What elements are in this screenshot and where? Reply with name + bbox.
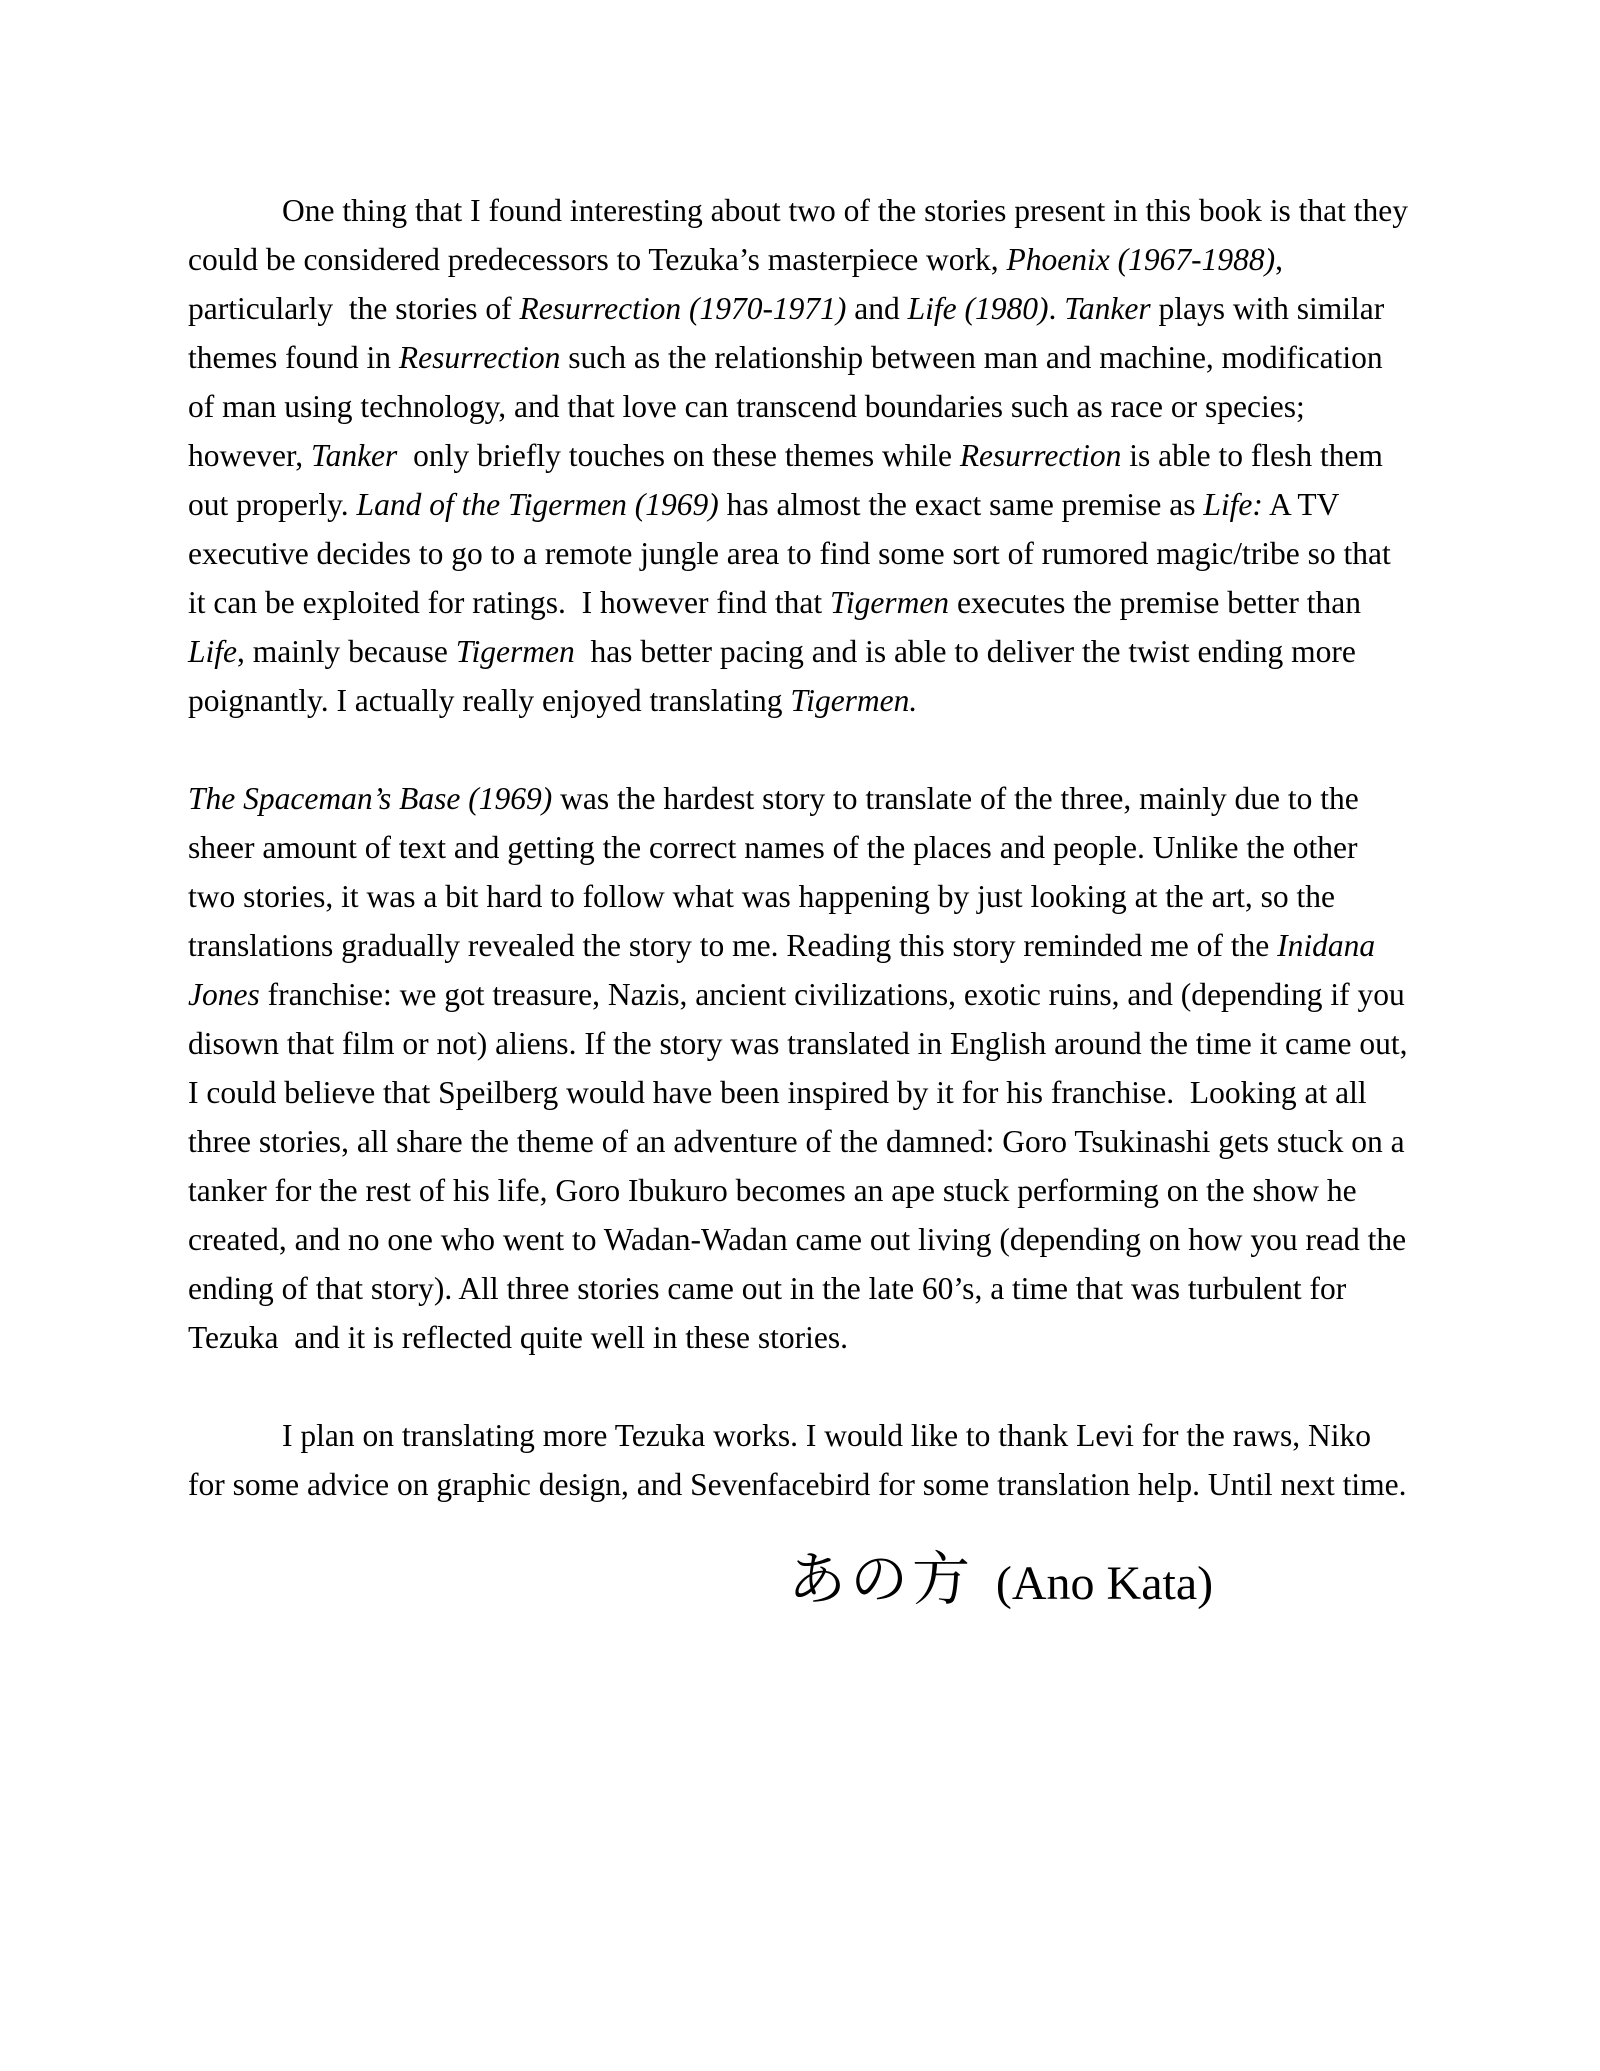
italic-text-run: Land of the Tigermen (1969) <box>356 487 719 522</box>
text-run: was the hardest story to translate of the three, mainly due to the sheer amount of text and getting the correct names of the places and people. Unlike the other two stories, it was a bit hard to follow what was happening by just looking at the art, so the translations gradually revealed the story to me. Reading this story reminded me of the <box>188 781 1367 963</box>
signature-romanized-name: (Ano Kata) <box>995 1557 1214 1610</box>
italic-text-run: Life: <box>1203 487 1263 522</box>
italic-text-run: Resurrection <box>398 340 561 375</box>
text-run: executes the premise better than <box>949 585 1369 620</box>
paragraph-phoenix-comparison <box>188 186 1416 725</box>
italic-text-run: Phoenix (1967-1988) <box>1006 242 1276 277</box>
italic-text-run: Tanker <box>310 438 398 473</box>
text-run: , particularly the stories of <box>188 242 1291 326</box>
signature-japanese-name: あの方 <box>788 1545 975 1613</box>
text-run: plays with similar themes found in <box>188 291 1393 375</box>
text-run: has better pacing and is able to deliver the twist ending more poignantly. I actually really enjoyed translating <box>188 634 1364 718</box>
italic-text-run: Inidana Jones <box>188 928 1383 1012</box>
text-run: is able to flesh them out properly. <box>188 438 1391 522</box>
italic-text-run: Resurrection (1970-1971) <box>519 291 847 326</box>
italic-text-run: Tigermen. <box>790 683 918 718</box>
text-run: , mainly because <box>237 634 456 669</box>
text-run: One thing that I found interesting about two of the stories present in this book is that they could be considered predecessors to Tezuka’s masterpiece work, <box>188 193 1416 277</box>
italic-text-run: Resurrection <box>959 438 1122 473</box>
text-run: only briefly touches on these themes while <box>397 438 960 473</box>
signature-line <box>788 1546 1412 1613</box>
paragraph-spacemans-base <box>188 774 1416 1362</box>
italic-text-run: The Spaceman’s Base (1969) <box>188 781 553 816</box>
italic-text-run: Life (1980) <box>907 291 1049 326</box>
paragraph-closing-thanks <box>188 1411 1412 1509</box>
italic-text-run: Tigermen <box>455 634 575 669</box>
text-run: I plan on translating more Tezuka works. I would like to thank Levi for the raws, Niko for some advice on graphic design, and Sevenfacebird for some translation help. Until next time. <box>188 1418 1407 1502</box>
italic-text-run: Tanker <box>1064 291 1151 326</box>
italic-text-run: Life <box>188 634 238 669</box>
document-body <box>188 186 1416 1509</box>
text-run: and <box>846 291 908 326</box>
italic-text-run: Tigermen <box>830 585 950 620</box>
text-run: such as the relationship between man and machine, modification of man using technology, and that love can transcend boundaries such as race or species; however, <box>188 340 1391 473</box>
text-run: A TV executive decides to go to a remote jungle area to find some sort of rumored magic/tribe so that it can be exploited for ratings. I however find that <box>188 487 1399 620</box>
text-run: . <box>1048 291 1065 326</box>
text-run: has almost the exact same premise as <box>718 487 1204 522</box>
text-run: franchise: we got treasure, Nazis, ancient civilizations, exotic ruins, and (depending if you disown that film or not) aliens. If the story was translated in English around the time it came out, I could believe that Speilberg would have been inspired by it for his franchise. Looking at all three stories, all share the theme of an adventure of the damned: Goro Tsukinashi gets stuck on a tanker for the rest of his life, Goro Ibukuro becomes an ape stuck performing on the show he created, and no one who went to Wadan-Wadan came out living (depending on how you read the ending of that story). All three stories came out in the late 60’s, a time that was turbulent for Tezuka and it is reflected quite well in these stories. <box>188 977 1416 1355</box>
